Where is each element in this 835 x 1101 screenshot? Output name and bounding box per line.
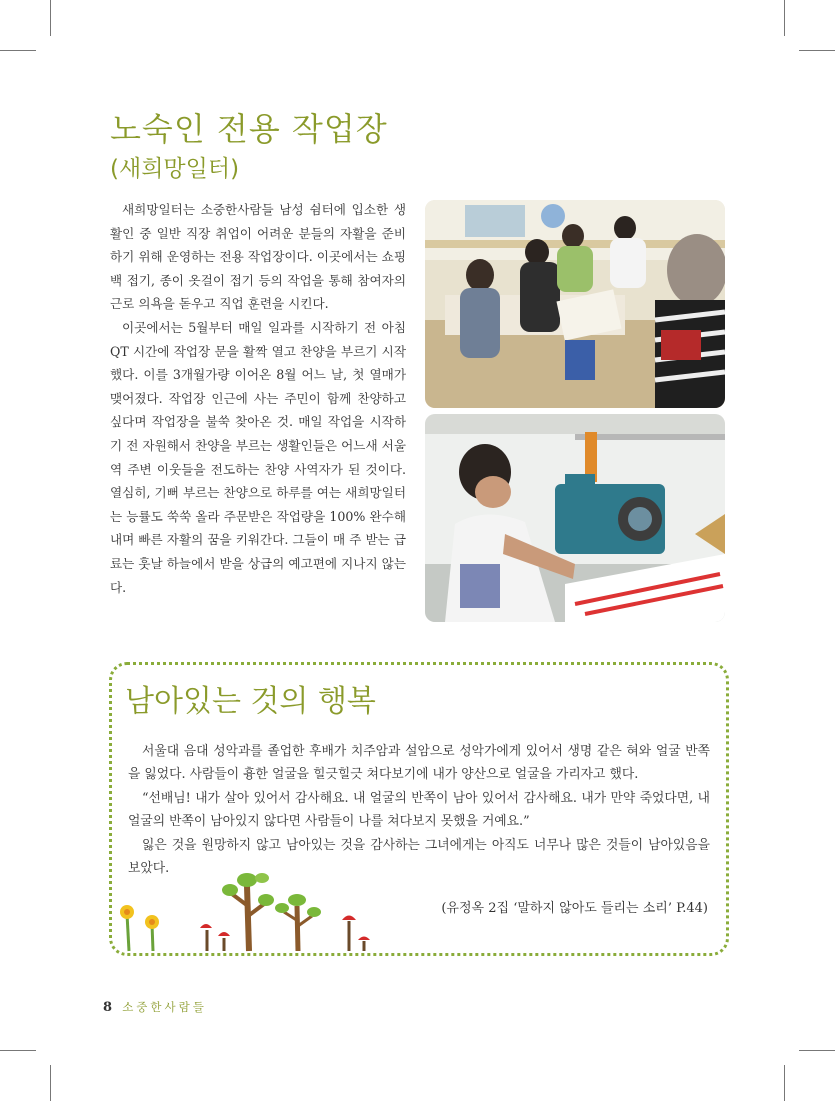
crop-mark (784, 1065, 785, 1101)
article-paragraph: 이곳에서는 5월부터 매일 일과를 시작하기 전 아침 QT 시간에 작업장 문을 활짝 열고 찬양을 부르기 시작했다. 이를 3개월가량 이어온 8월 어느 날, 첫 열매가 맺어졌다. 작업장 인근에 사는 주민이 함께 찬양하고 싶다며 작업장을 불쑥 찾아온 것. 매일 작업을 시작하기 전 자원해서 찬양을 부르는 생활인들은 어느새 서울역 주변 이웃들을 전도하는 찬양 사역자가 된 것이다. 열심히, 기뻐 부르는 찬양으로 하루를 여는 새희망일터는 능률도 쑥쑥 올라 주문받은 작업량을 100% 완수해내며 빠른 자활의 꿈을 키워간다. 그들이 매 주 받는 급료는 훗날 하늘에서 받을 상급의 예고편에 지나지 않는다. (110, 319, 406, 595)
workshop-photo-singing (425, 200, 725, 408)
story-paragraph: 서울대 음대 성악과를 졸업한 후배가 치주암과 설암으로 성악가에게 있어서 생명 같은 혀와 얼굴 반쪽을 잃었다. 사람들이 흉한 얼굴을 힐긋힐긋 쳐다보기에 내가 양산으로 얼굴을 가리자고 했다. (128, 744, 710, 783)
crop-mark (799, 1050, 835, 1051)
crop-mark (784, 0, 785, 36)
article-body (110, 198, 406, 599)
crop-mark (799, 50, 835, 51)
page-footer (103, 999, 207, 1015)
story-paragraph: 잃은 것을 원망하지 않고 남아있는 것을 감사하는 그녀에게는 아직도 너무나 많은 것들이 남아있음을 보았다. (128, 837, 710, 877)
story-body (128, 740, 710, 880)
workshop-photo-machine (425, 414, 725, 622)
story-source: (유정옥 2집 ‘말하지 않아도 들리는 소리’ P.44) (441, 901, 708, 916)
article-title: 노숙인 전용 작업장 (110, 110, 388, 148)
magazine-name: 소중한사람들 (122, 1000, 207, 1014)
crop-mark (50, 0, 51, 36)
crop-mark (0, 1050, 36, 1051)
story-paragraph: “선배님! 내가 살아 있어서 감사해요. 내 얼굴의 반쪽이 남아 있어서 감사해요. 내가 만약 죽었다면, 내 얼굴의 반쪽이 남아있지 않다면 사람들이 나를 쳐다보지 못했을 거예요.” (128, 790, 710, 830)
crop-mark (50, 1065, 51, 1101)
plants-illustration (112, 866, 382, 956)
article-subtitle: (새희망일터) (110, 156, 240, 182)
article-paragraph: 새희망일터는 소중한사람들 남성 쉼터에 입소한 생활인 중 일반 직장 취업이 어려운 분들의 자활을 준비하기 위해 운영하는 전용 작업장이다. 이곳에서는 쇼핑백 접기, 종이 옷걸이 접기 등의 작업을 통해 참여자의 근로 의욕을 돋우고 직업 훈련을 시킨다. (110, 202, 406, 312)
page-number: 8 (103, 1000, 113, 1015)
story-title: 남아있는 것의 행복 (125, 684, 376, 719)
crop-mark (0, 50, 36, 51)
